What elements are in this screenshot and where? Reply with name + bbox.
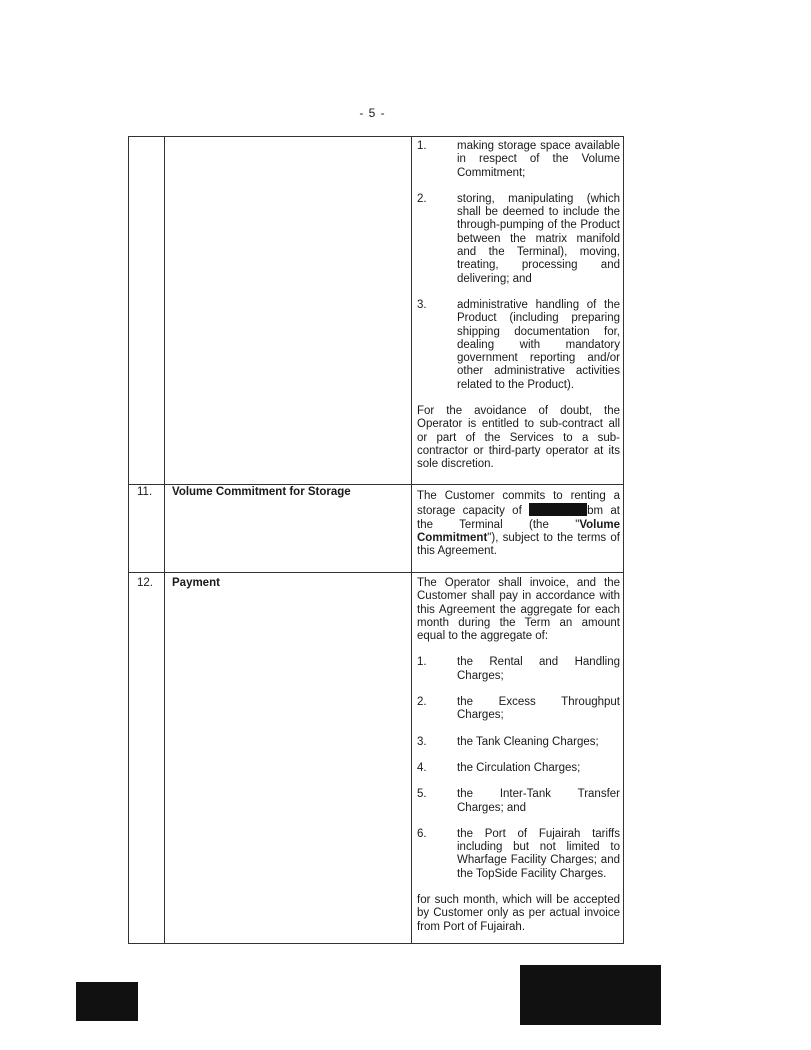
row-10-content xyxy=(417,140,620,485)
row-divider xyxy=(129,572,623,573)
list-item: 6. the Port of Fujairah tariffs including but not limited to Wharfage Facility Charges; and the TopSide Facility Charges. xyxy=(417,827,620,880)
list-item: 3. the Tank Cleaning Charges; xyxy=(417,735,599,748)
redaction-box xyxy=(529,503,587,516)
list-item: 4. the Circulation Charges; xyxy=(417,761,581,774)
row-12-content xyxy=(417,577,620,947)
column-divider xyxy=(164,137,165,943)
row-11-heading: Volume Commitment for Storage xyxy=(172,486,351,498)
payment-intro: The Operator shall invoice, and the Customer shall pay in accordance with this Agreement the aggregate for each month during the Term an amount equal to the aggregate of: xyxy=(417,577,620,643)
payment-closing: for such month, which will be accepted by Customer only as per actual invoice from Port of Fujairah. xyxy=(417,894,620,933)
list-item: 2. storing, manipulating (which shall be deemed to include the through-pumping of the Product between the matrix manifold and the Terminal), moving, treating, processing and delivering; and xyxy=(417,192,620,285)
list-item: 5. the Inter-Tank Transfer Charges; and xyxy=(417,788,620,814)
terms-table xyxy=(128,136,624,944)
row-12-heading: Payment xyxy=(172,577,220,589)
list-item: 2. the Excess Throughput Charges; xyxy=(417,696,620,722)
list-item: 1. the Rental and Handling Charges; xyxy=(417,656,620,682)
redaction-box-right xyxy=(520,965,661,1025)
row-12-number: 12. xyxy=(137,577,153,589)
column-divider xyxy=(411,137,412,943)
row-11-number: 11. xyxy=(137,486,153,498)
redaction-box-left xyxy=(76,982,138,1021)
list-item: 3. administrative handling of the Product (including preparing shipping documentation for, dealing with mandatory government reporting and/or other administrative activities related to the Product). xyxy=(417,298,620,391)
page-number: - 5 - xyxy=(359,106,386,120)
row-11-content: The Customer commits to renting a storage capacity of bm at the Terminal (the "Volume Commitment"), subject to the terms of this Agreement. xyxy=(417,490,620,558)
avoidance-note: For the avoidance of doubt, the Operator is entitled to sub-contract all or part of the Services to a sub-contractor or third-party operator at its sole discretion. xyxy=(417,405,620,471)
list-item: 1. making storage space available in respect of the Volume Commitment; xyxy=(417,140,620,179)
